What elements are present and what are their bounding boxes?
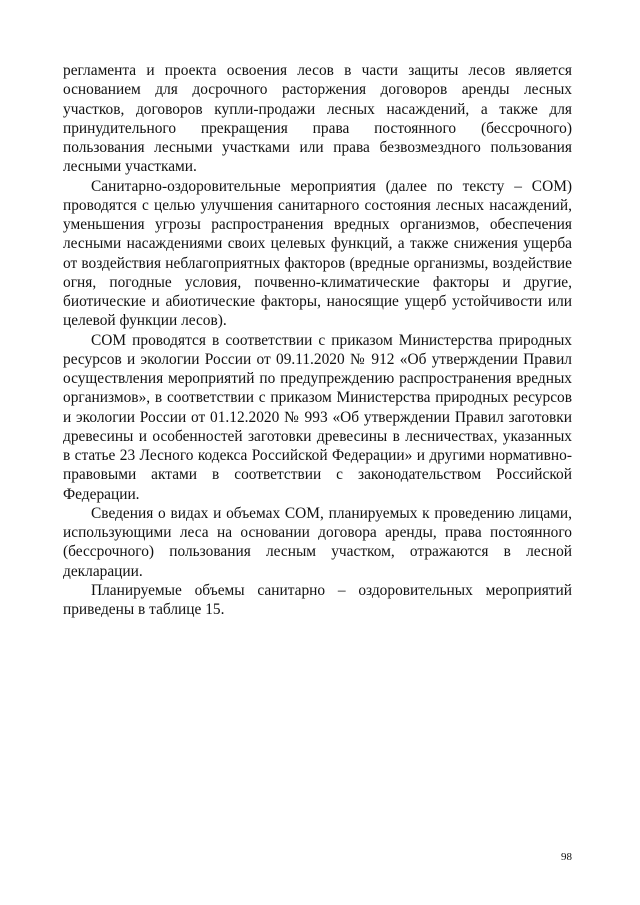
- paragraph-2: Санитарно-оздоровительные мероприятия (далее по тексту – СОМ) проводятся с целью улучшения санитарного состояния лесных насаждений, уменьшения угрозы распространения вредных организмов, обеспечения лесными насаждениями своих целевых функций, а также снижения ущерба от воздействия неблагоприятных факторов (вредные организмы, воздействие огня, погодные условия, почвенно-климатические факторы и другие, биотические и абиотические факторы, наносящие ущерб устойчивости или целевой функции лесов).: [63, 177, 572, 330]
- paragraph-3: СОМ проводятся в соответствии с приказом Министерства природных ресурсов и экологии России от 09.11.2020 № 912 «Об утверждении Правил осуществления мероприятий по предупреждению распространения вредных организмов», в соответствии с приказом Министерства природных ресурсов и экологии России от 01.12.2020 № 993 «Об утверждении Правил заготовки древесины и особенностей заготовки древесины в лесничествах, указанных в статье 23 Лесного кодекса Российской Федерации» и другими нормативно-правовыми актами в соответствии с законодательством Российской Федерации.: [63, 331, 572, 503]
- paragraph-5: Планируемые объемы санитарно – оздоровительных мероприятий приведены в таблице 15.: [63, 581, 572, 618]
- paragraph-1: регламента и проекта освоения лесов в части защиты лесов является основанием для досрочного расторжения договоров аренды лесных участков, договоров купли-продажи лесных насаждений, а также для принудительного прекращения права постоянного (бессрочного) пользования лесными участками или права безвозмездного пользования лесными участками.: [63, 62, 572, 176]
- page-number: 98: [561, 851, 572, 863]
- paragraph-4: Сведения о видах и объемах СОМ, планируемых к проведению лицами, использующими леса на основании договора аренды, права постоянного (бессрочного) пользования лесным участком, отражаются в лесной декларации.: [63, 504, 572, 580]
- body-text: [63, 61, 572, 619]
